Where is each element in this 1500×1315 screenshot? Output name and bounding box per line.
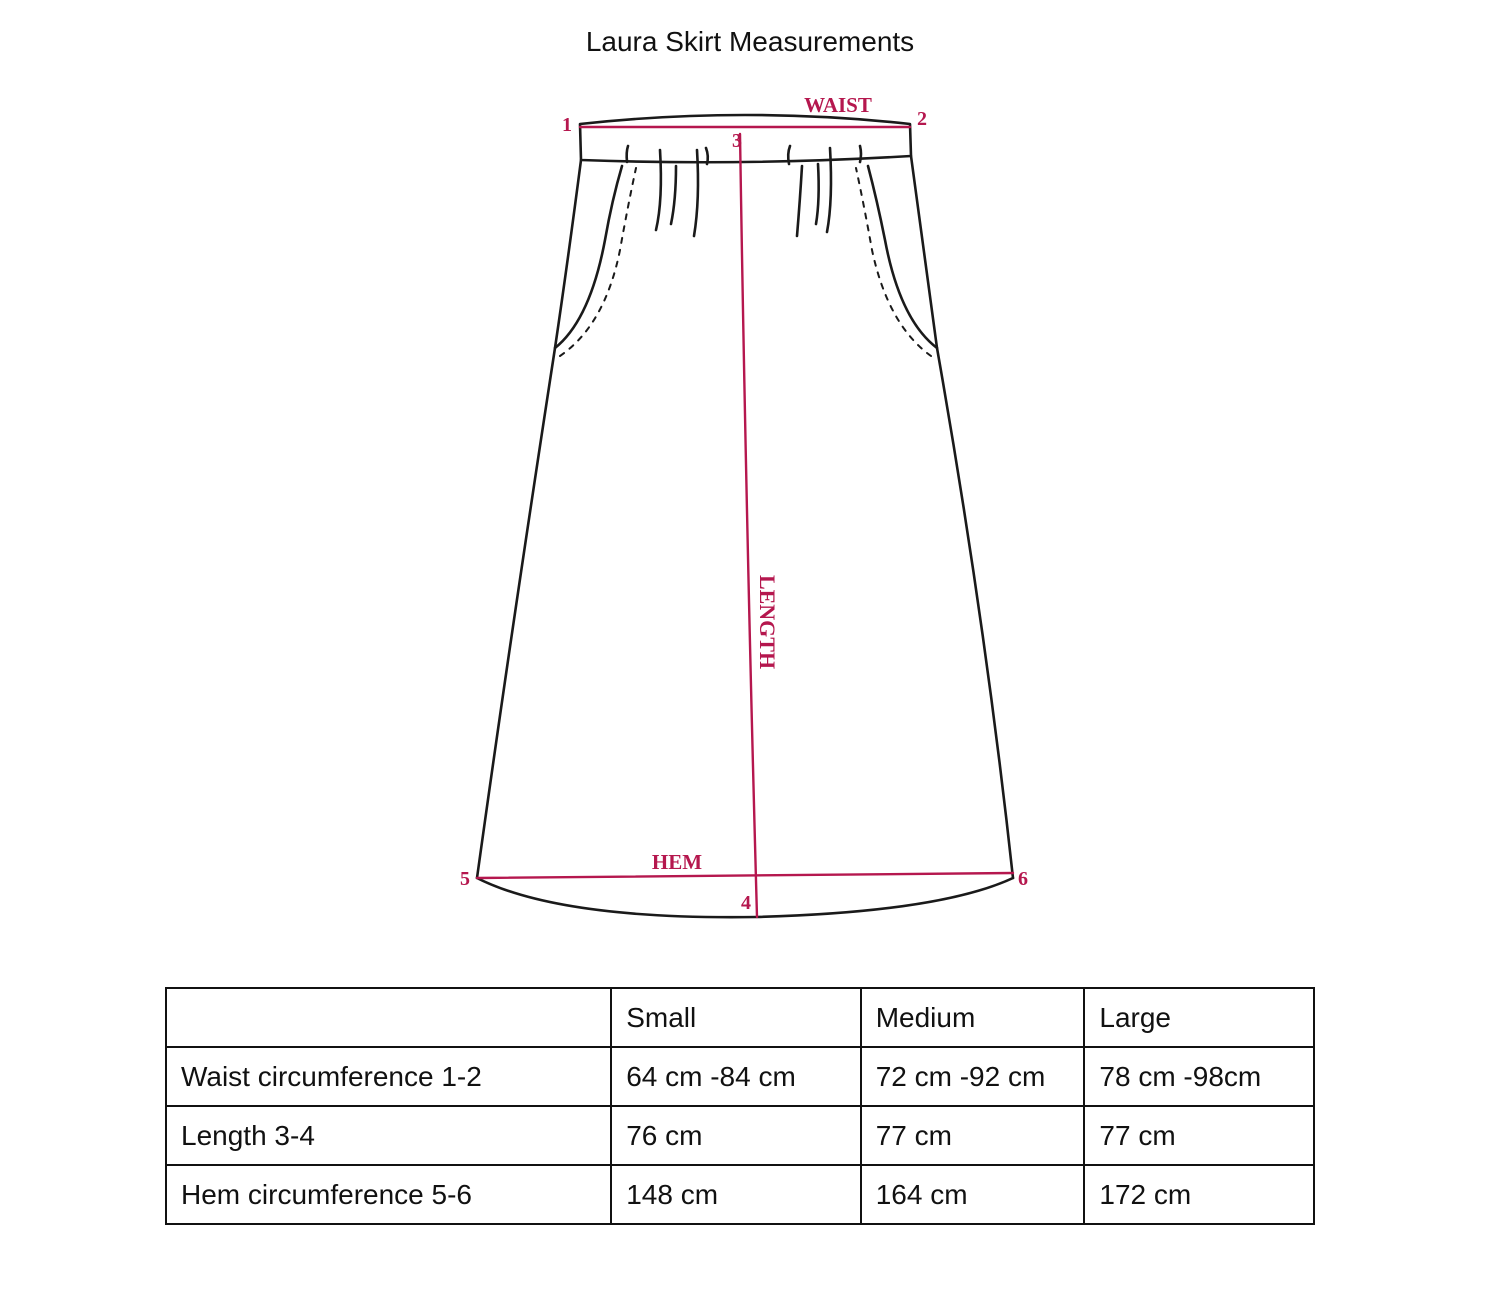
table-header-medium: Medium [861,988,1085,1047]
table-cell: 72 cm -92 cm [861,1047,1085,1106]
table-cell: 76 cm [611,1106,861,1165]
table-cell: 77 cm [1084,1106,1314,1165]
pleat-line [706,148,708,164]
left-side-seam [477,160,581,878]
table-row [166,1047,1314,1106]
table-row [166,1165,1314,1224]
right-pocket-edge [868,166,937,348]
hem-measure-line [477,873,1013,878]
table-row [166,1106,1314,1165]
left-pocket-stitch [560,168,636,356]
pleat-line [797,166,802,236]
table-cell: 77 cm [861,1106,1085,1165]
table-cell: 172 cm [1084,1165,1314,1224]
pleat-line [627,146,628,162]
table-header-small: Small [611,988,861,1047]
right-side-seam [911,156,1013,878]
table-cell: 164 cm [861,1165,1085,1224]
table-cell: 148 cm [611,1165,861,1224]
length-label: LENGTH [755,574,780,670]
point-2: 2 [917,108,927,130]
page-title: Laura Skirt Measurements [585,26,915,57]
table-header-cell [166,988,611,1047]
row-label: Length 3-4 [166,1106,611,1165]
hem-label: HEM [651,850,703,874]
table-header-large: Large [1084,988,1314,1047]
waist-label: WAIST [804,93,872,117]
pleat-line [860,146,861,162]
point-4: 4 [741,892,751,914]
measurement-lines [477,127,1013,917]
point-5: 5 [460,868,470,890]
point-6: 6 [1018,868,1028,890]
point-3: 3 [732,130,742,152]
pleat-line [671,166,676,224]
table-header-row [166,988,1314,1047]
row-label: Hem circumference 5-6 [166,1165,611,1224]
right-pocket-stitch [856,168,931,356]
left-pocket-edge [555,166,622,348]
size-chart-table [165,987,1315,1225]
skirt-outline [477,115,1013,917]
pleat-line [788,146,790,164]
table-cell: 78 cm -98cm [1084,1047,1314,1106]
table-cell: 64 cm -84 cm [611,1047,861,1106]
pleat-line [816,164,819,224]
point-1: 1 [562,114,572,136]
row-label: Waist circumference 1-2 [166,1047,611,1106]
length-measure-line [740,134,757,917]
